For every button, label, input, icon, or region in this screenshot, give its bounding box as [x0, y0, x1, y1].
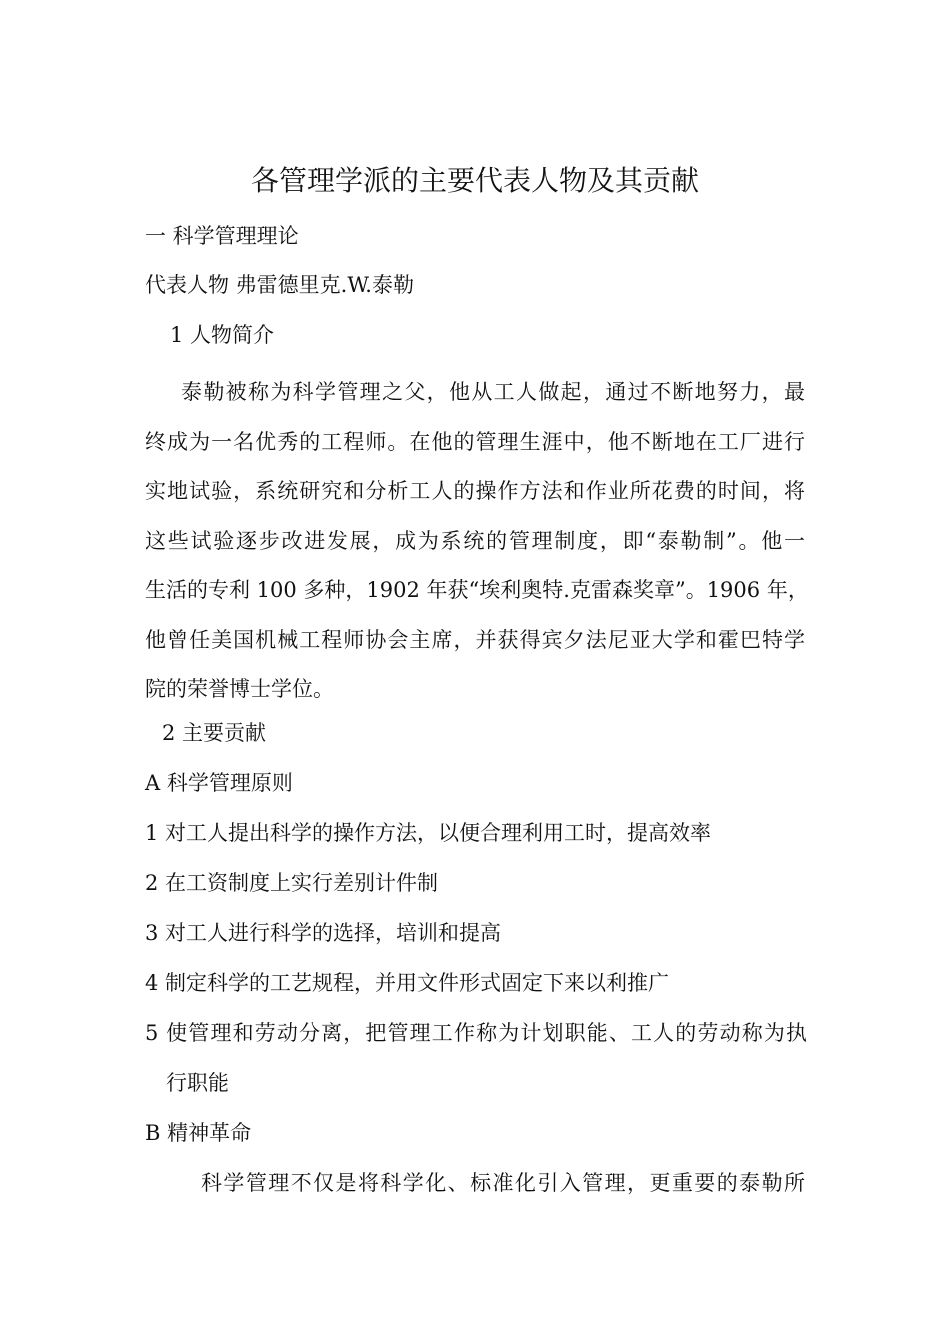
principle-item: 2 在工资制度上实行差别计件制 — [145, 871, 439, 895]
intro-line: 泰勒被称为科学管理之父，他从工人做起，通过不断地努力，最 — [181, 380, 805, 404]
principle-item: 4 制定科学的工艺规程，并用文件形式固定下来以利推广 — [145, 971, 670, 995]
revolution-paragraph-line: 科学管理不仅是将科学化、标准化引入管理，更重要的泰勒所 — [201, 1171, 805, 1195]
intro-line: 实地试验，系统研究和分析工人的操作方法和作业所花费的时间，将 — [145, 479, 805, 503]
principle-item: 3 对工人进行科学的选择，培训和提高 — [145, 921, 502, 945]
intro-line: 院的荣誉博士学位。 — [145, 677, 334, 701]
intro-line: 这些试验逐步改进发展，成为系统的管理制度，即“泰勒制”。他一 — [145, 528, 805, 553]
representative-line: 代表人物 弗雷德里克.W.泰勒 — [145, 273, 414, 297]
subsection-heading-profile: 1 人物简介 — [170, 323, 275, 347]
principles-heading: A 科学管理原则 — [145, 771, 293, 795]
intro-line: 终成为一名优秀的工程师。在他的管理生涯中，他不断地在工厂进行 — [145, 429, 805, 454]
section-heading: 一 科学管理理论 — [145, 224, 299, 248]
revolution-heading: B 精神革命 — [145, 1121, 252, 1145]
subsection-heading-contributions: 2 主要贡献 — [162, 721, 267, 745]
intro-line: 生活的专利 100 多种，1902 年获“埃利奥特.克雷森奖章”。1906 年， — [145, 578, 809, 602]
intro-line: 他曾任美国机械工程师协会主席，并获得宾夕法尼亚大学和霍巴特学 — [145, 627, 805, 652]
document-title: 各管理学派的主要代表人物及其贡献 — [250, 164, 699, 197]
principle-item-continuation: 行职能 — [166, 1071, 229, 1095]
principle-item: 1 对工人提出科学的操作方法，以便合理利用工时，提高效率 — [145, 821, 712, 845]
intro-paragraph — [145, 368, 809, 715]
principle-item: 5 使管理和劳动分离，把管理工作称为计划职能、工人的劳动称为执 — [145, 1021, 807, 1045]
